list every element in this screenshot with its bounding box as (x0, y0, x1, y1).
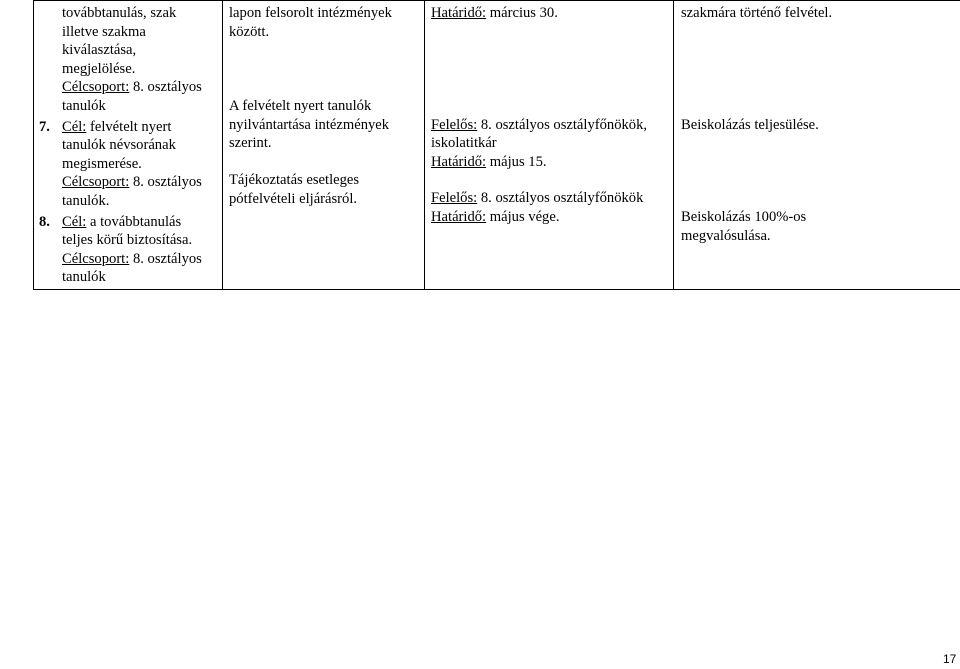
deadline-label: Határidő: (431, 154, 486, 170)
target-value: 8. osztályos (129, 251, 202, 267)
target-label: Célcsoport: (62, 174, 129, 190)
outcome-line: Beiskolázás 100%-os (681, 208, 957, 227)
goal-cell (34, 1, 223, 290)
target-label: Célcsoport: (62, 79, 129, 95)
goal-text: felvételt nyert (86, 119, 171, 135)
responsible-value: 8. osztályos osztályfőnökök (477, 190, 643, 206)
task-line: A felvételt nyert tanulók (229, 97, 420, 116)
responsible-label: Felelős: (431, 117, 477, 133)
intro-line: továbbtanulás, szak (62, 4, 218, 23)
intro-line: megjelölése. (62, 60, 218, 79)
item-number: 7. (39, 118, 50, 137)
target-tail: tanulók (62, 268, 218, 287)
deadline-value: május 15. (486, 154, 546, 170)
responsible-line: iskolatitkár (431, 134, 669, 153)
task-line: között. (229, 23, 420, 42)
deadline-label: Határidő: (431, 209, 486, 225)
task-line: pótfelvételi eljárásról. (229, 190, 420, 209)
deadline-value: március 30. (486, 5, 558, 21)
task-line: Tájékoztatás esetleges (229, 171, 420, 190)
item-number: 8. (39, 213, 50, 232)
outcome-cell (674, 1, 960, 290)
responsible-value: 8. osztályos osztályfőnökök, (477, 117, 647, 133)
goal-line: teljes körű biztosítása. (62, 231, 218, 250)
intro-line: illetve szakma (62, 23, 218, 42)
goal-label: Cél: (62, 119, 86, 135)
goal-line: megismerése. (62, 155, 218, 174)
item-7 (34, 118, 222, 213)
outcome-line: megvalósulása. (681, 227, 957, 246)
outcome-line: szakmára történő felvétel. (681, 4, 957, 23)
intro-target (62, 78, 218, 97)
intro-line: kiválasztása, (62, 41, 218, 60)
target-value: 8. osztályos (129, 174, 202, 190)
target-tail: tanulók. (62, 192, 218, 211)
table-row (34, 1, 960, 290)
intro-target-tail: tanulók (62, 97, 218, 116)
page-number: 17 (943, 650, 956, 669)
task-line: szerint. (229, 134, 420, 153)
deadline-label: Határidő: (431, 5, 486, 21)
deadline-value: május vége. (486, 209, 559, 225)
goal-text: a továbbtanulás (86, 214, 181, 230)
task-line: lapon felsorolt intézmények (229, 4, 420, 23)
responsible-cell (425, 1, 674, 290)
responsible-label: Felelős: (431, 190, 477, 206)
item-8 (34, 213, 222, 289)
target-value: 8. osztályos (129, 79, 202, 95)
task-line: nyilvántartása intézmények (229, 116, 420, 135)
outcome-line: Beiskolázás teljesülése. (681, 116, 957, 135)
task-cell (223, 1, 425, 290)
goal-label: Cél: (62, 214, 86, 230)
plan-table (33, 0, 960, 290)
target-label: Célcsoport: (62, 251, 129, 267)
goal-line: tanulók névsorának (62, 136, 218, 155)
